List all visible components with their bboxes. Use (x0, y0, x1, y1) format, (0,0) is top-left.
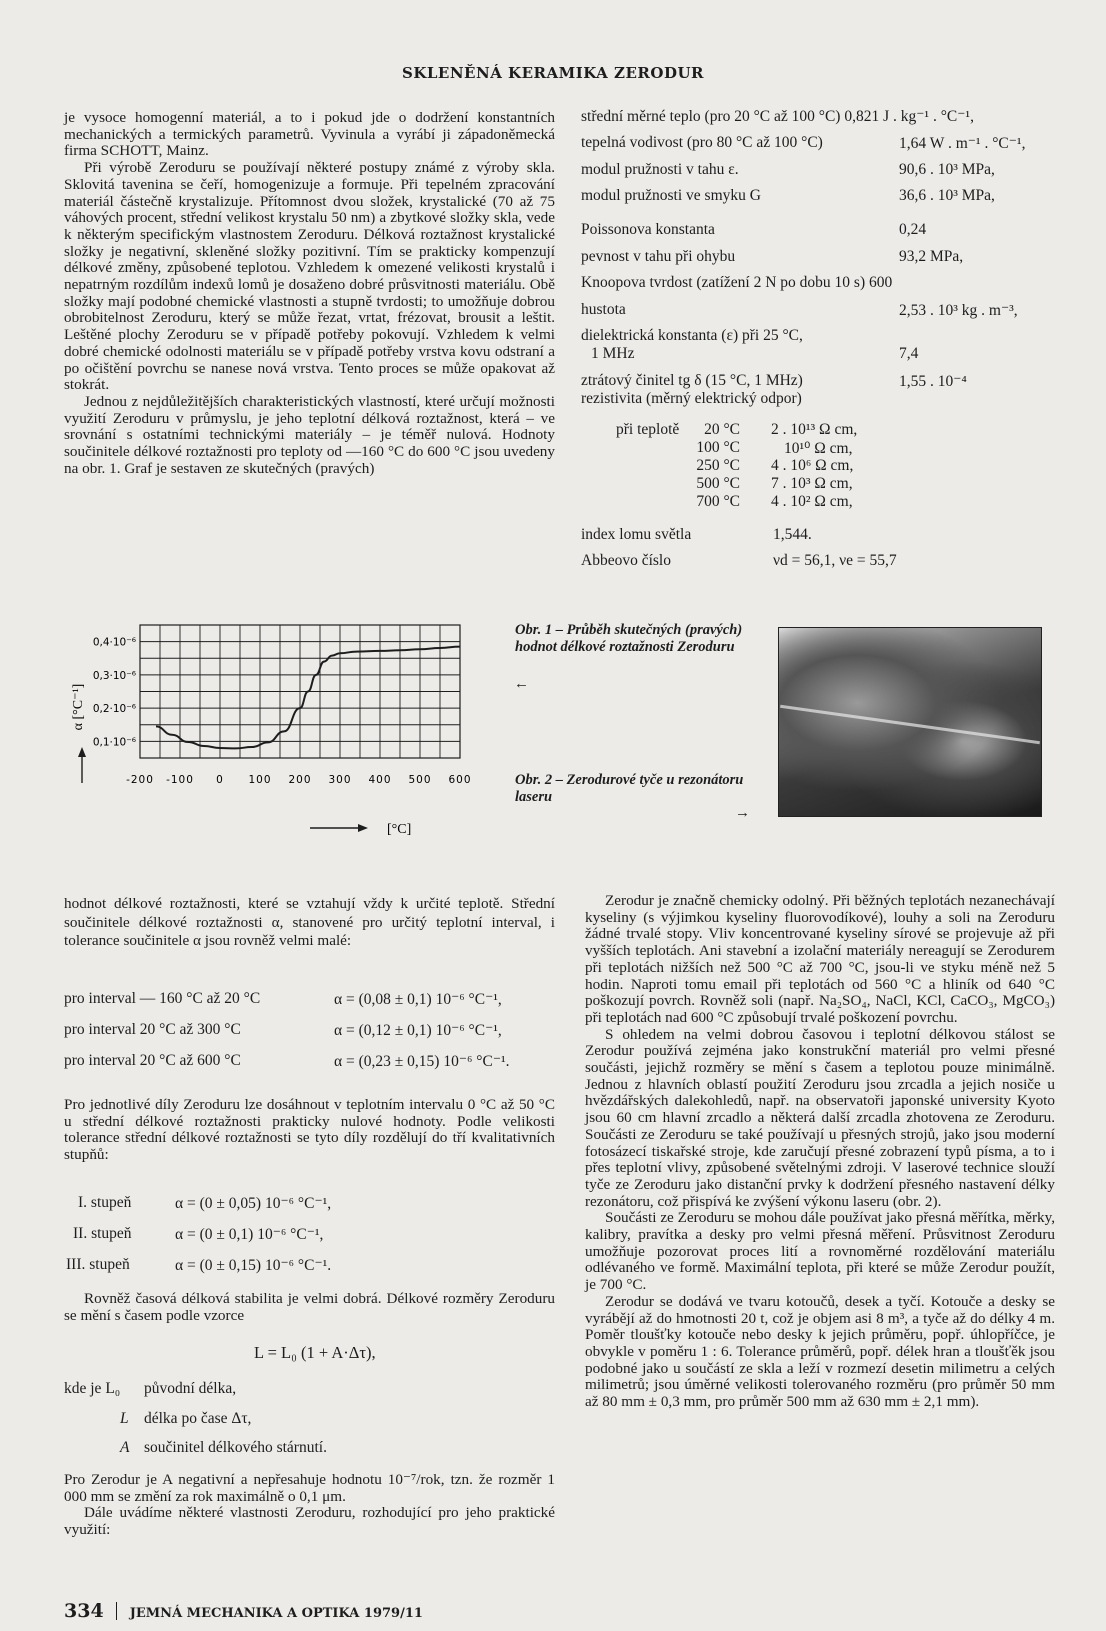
x-tick-label: 500 (408, 774, 432, 786)
resistivity-table (616, 421, 1056, 513)
page-number: 334 (64, 1600, 104, 1622)
expansion-curve (156, 647, 460, 749)
paragraph: Dále uvádíme některé vlastnosti Zeroduru, rozhodující pro jeho praktické využití: (64, 1504, 555, 1539)
bottom-left-paragraph-2 (64, 1097, 555, 1164)
paragraph: Rovněž časová délková stabilita je velmi dobrá. Délkové rozměry Zeroduru se mění s časem podle vzorce (64, 1290, 555, 1324)
footer-separator (116, 1602, 117, 1620)
paragraph: Pro jednotlivé díly Zeroduru lze dosáhnout v teplotním intervalu 0 °C až 50 °C u střední délkové roztažnosti prakticky nulové hodnoty. Podle velikosti tolerance střední délkové roztažnosti se tyto díly rozdělují do tří kvalitativních stupňů: (64, 1096, 555, 1164)
figure1-caption: Obr. 1 – Průběh skutečných (pravých) hodnot délkové roztažnosti Zeroduru (515, 622, 743, 655)
x-tick-label: 400 (368, 774, 392, 786)
y-tick-label: 0,3·10⁻⁶ (92, 669, 136, 682)
grade-value: α = (0 ± 0,05) 10⁻⁶ °C⁻¹, (175, 1195, 332, 1212)
x-tick-label: 100 (248, 774, 272, 786)
chart-grid (140, 625, 460, 758)
x-tick-label: 600 (448, 774, 472, 786)
optics-table (581, 526, 1051, 570)
figure2-arrow: → (735, 805, 750, 821)
interval-value: α = (0,08 ± 0,1) 10⁻⁶ °C⁻¹, (334, 991, 502, 1008)
resistivity-temp: 700 °C (696, 493, 740, 510)
paragraph: je vysoce homogenní materiál, a to i pokud jde o dodržení konstantních mechanických a termických parametrů. Vyvinula a vyrábí ji západoněmecká firma SCHOTT, Mainz. (64, 109, 555, 160)
resistivity-value: 7 . 10³ Ω cm, (771, 475, 853, 492)
x-axis-label: [°C] (387, 822, 412, 837)
grade-label: III. stupeň (66, 1256, 130, 1273)
grade-value: α = (0 ± 0,1) 10⁻⁶ °C⁻¹, (175, 1226, 324, 1243)
grade-list (66, 1194, 478, 1274)
bottom-right-column (585, 893, 1055, 1411)
x-axis-arrowhead (358, 824, 368, 832)
interval-range: pro interval 20 °C až 600 °C (64, 1052, 241, 1069)
grade-value: α = (0 ± 0,15) 10⁻⁶ °C⁻¹. (175, 1257, 332, 1274)
y-axis-arrowhead (78, 747, 86, 757)
formula-legend (64, 1380, 555, 1460)
x-tick-label: 0 (216, 774, 224, 786)
resistivity-value: 4 . 10⁶ Ω cm, (771, 457, 854, 474)
paragraph: Pro Zerodur je A negativní a nepřesahuje hodnotu 10⁻⁷/rok, tzn. že rozměr 1 000 mm se změní za rok maximálně o 0,1 μm. (64, 1471, 555, 1505)
legend-text: délka po čase Δτ, (144, 1410, 252, 1427)
interval-range: pro interval — 160 °C až 20 °C (64, 990, 261, 1007)
page-footer (64, 1600, 423, 1622)
resistivity-value: 10¹⁰ Ω cm, (784, 440, 853, 457)
index-label: index lomu světla (581, 526, 692, 543)
paragraph: Při výrobě Zeroduru se používají některé postupy známé z výroby skla. Sklovitá tavenina se čeří, homogenizuje a formuje. Při tepelném zpracování materiál částečně krystalizuje. Přítomnost dvou složek, krystalické (70 až 75 váhových procent, střední velikost krystalu 50 nm) a zbytkové složky skla, vede k některým specifickým vlastnostem Zeroduru. Délková roztažnost krystalické složky je negativní, skleněné složky pozitivní. Tím se prakticky kompenzují délkové změny, způsobené teplotou. Vzhledem k omezené velikosti krystalů i nepatrným rozdílům indexů lomů je dosaženo dobré průsvitnosti materiálu. Obě složky mají podobné chemické vlastnosti a stupně tvrdosti; to umožňuje dobrou obrobitelnost Zeroduru, který se může řezat, vrtat, frézovat, brousit a leštit. Leštěné plochy Zeroduru se v případě potřeby pokovují. Vzhledem k velmi dobré chemické odolnosti materiálu se v případě potřeby vrstva kovu odstraní a po očištění povrchu se nanese nová vrstva. Tento proces se může opakovat až stokrát. (64, 159, 555, 394)
paragraph: Jednou z nejdůležitějších charakteristických vlastností, které určují možnosti využití Zeroduru v průmyslu, je jeho teplotní délková roztažnost, která – ve srovnání s ostatními technickými materiály – je téměř nulová. Hodnoty součinitele délkové roztažnosti pro teploty od —160 °C do 600 °C jsou uvedeny na obr. 1. Graf je sestaven ze skutečných (pravých) (64, 392, 555, 477)
page-title: SKLENĚNÁ KERAMIKA ZERODUR (401, 64, 705, 82)
x-tick-label: -200 (126, 774, 154, 786)
paragraph: hodnot délkové roztažnosti, které se vztahují vždy k určité teplotě. Střední součinitele délkové roztažnosti α, stanovené pro určitý teplotní interval, i tolerance součinitele α jsou rovněž velmi malé: (64, 895, 555, 949)
resistivity-value: 2 . 10¹³ Ω cm, (771, 421, 858, 438)
x-tick-label: 300 (328, 774, 352, 786)
interval-list (64, 990, 564, 1070)
legend-text: původní délka, (144, 1380, 237, 1397)
index-value: 1,544. (773, 526, 812, 543)
legend-symbol: L (120, 1410, 129, 1427)
y-tick-label: 0,1·10⁻⁶ (92, 736, 136, 749)
top-left-column (64, 110, 555, 477)
abbe-label: Abbeovo číslo (581, 552, 671, 569)
grade-label: II. stupeň (73, 1225, 132, 1242)
legend-symbol: kde je L₀ (64, 1380, 121, 1397)
resistivity-prefix: při teplotě (616, 421, 680, 438)
resistivity-temp: 20 °C (704, 421, 740, 438)
x-tick-label: -100 (166, 774, 194, 786)
legend-symbol: A (120, 1439, 130, 1456)
paragraph: Zerodur se dodává ve tvaru kotoučů, desek a tyčí. Kotouče a desky se vyrábějí až do hmotnosti 20 t, což je objem asi 8 m³, a tyče až do délky 4 m. Poměr tloušťky kotouče nebo desky k jejich průměru, popř. úhlopříčce, je obvykle v poměru 1 : 6. Tolerance průměrů, popř. délek hran a tloušťěk jsou podobné jako u součástí ze skla a leží v rozmezí desetin milimetru a celých milimetrů; jsou úměrné velikosti tolerovaného rozměru (pro průměr 50 mm až 80 mm ± 0,3 mm, pro průměr 500 mm až 630 mm ± 2,1 mm). (585, 1292, 1055, 1411)
y-axis-label: α [°C⁻¹] (71, 683, 86, 731)
x-tick-labels (126, 774, 471, 786)
y-tick-labels (93, 637, 136, 749)
resistivity-temp: 100 °C (696, 439, 740, 456)
legend-text: součinitel délkového stárnutí. (144, 1439, 327, 1456)
interval-range: pro interval 20 °C až 300 °C (64, 1021, 241, 1038)
figure1-arrow: ← (514, 676, 529, 692)
paragraph: S ohledem na velmi dobrou časovou i teplotní délkovou stálost se Zerodur používá zejména jako konstrukční materiál pro velmi přesné součásti, jejichž rozměry se mění s časem a teplotou pouze minimálně. Jednou z hlavních oblastí použití Zeroduru jsou zrcadla a jejich nosiče u hvězdářských dalekohledů, např. na observatoři japonské university Kyoto jsou 60 cm hlavní zrcadlo a některá další zrcadla zhotovena ze Zeroduru. Součásti ze Zeroduru se také používají u přesných strojů, jako jsou moderní fotosázecí tiskařské stroje, kde zaručují přesné zobrazení typů písma, a to i přes teplotní vlivy, způsobené světelnými zdroji. V laserové technice slouží tyče ze Zeroduru jako distanční prvky k dodržení přesného nastavení délky rezonátoru, což přispívá ke zvýšení výkonu laseru (obr. 2). (585, 1025, 1055, 1210)
x-tick-label: 200 (288, 774, 312, 786)
bottom-left-paragraph-4 (64, 1472, 555, 1539)
resistivity-value: 4 . 10² Ω cm, (771, 493, 853, 510)
y-tick-label: 0,4·10⁻⁶ (92, 636, 136, 649)
bottom-left-paragraph-1 (64, 895, 555, 951)
abbe-value: νd = 56,1, νe = 55,7 (773, 552, 897, 569)
laser-resonator-photo (778, 627, 1042, 817)
resistivity-temp: 250 °C (696, 457, 740, 474)
bottom-left-paragraph-3 (64, 1291, 555, 1324)
interval-value: α = (0,23 ± 0,15) 10⁻⁶ °C⁻¹. (334, 1053, 510, 1070)
paragraph: Součásti ze Zeroduru se mohou dále používat jako přesná měřítka, měrky, kalibry, pravítka a desky pro velmi přesná měření. Průsvitnost Zeroduru umožňuje pozorovat proces lití a rovnoměrné rozdělování materiálu odlévaného ve formě. Maximální teplota, při které se může Zerodur použít, je 700 °C. (585, 1209, 1055, 1294)
y-tick-label: 0,2·10⁻⁶ (92, 703, 136, 716)
aging-formula: L = L₀ (1 + A·Δτ), (254, 1343, 376, 1362)
resistivity-temp: 500 °C (696, 475, 740, 492)
expansion-chart (60, 615, 490, 840)
grade-label: I. stupeň (78, 1194, 132, 1211)
interval-value: α = (0,12 ± 0,1) 10⁻⁶ °C⁻¹, (334, 1022, 502, 1039)
journal-name: JEMNÁ MECHANIKA A OPTIKA 1979/11 (129, 1606, 423, 1621)
figure2-caption: Obr. 2 – Zerodurové tyče u rezonátoru laseru (515, 772, 744, 805)
paragraph: Zerodur je značně chemicky odolný. Při běžných teplotách nezanechávají kyseliny (s výjimkou kyseliny fluorovodíkové), louhy a soli na Zeroduru žádné trvalé stopy. Vliv koncentrované kyseliny sírové se projevuje až při vyšších teplotách. Ani stavební a izolační materiály nereagují se Zerodurem při teplotách nižších než 500 °C až 700 °C, jsou-li ve styku méně než 5 hodin. Naproti tomu email při teplotách od 560 °C a hliník od 640 °C poškozují povrch. Rovněž soli (např. Na₂SO₄, NaCl, KCl, CaCO₃, MgCO₃) při teplotách nad 600 °C způsobují trvalé poškození povrchu. (585, 892, 1055, 1026)
